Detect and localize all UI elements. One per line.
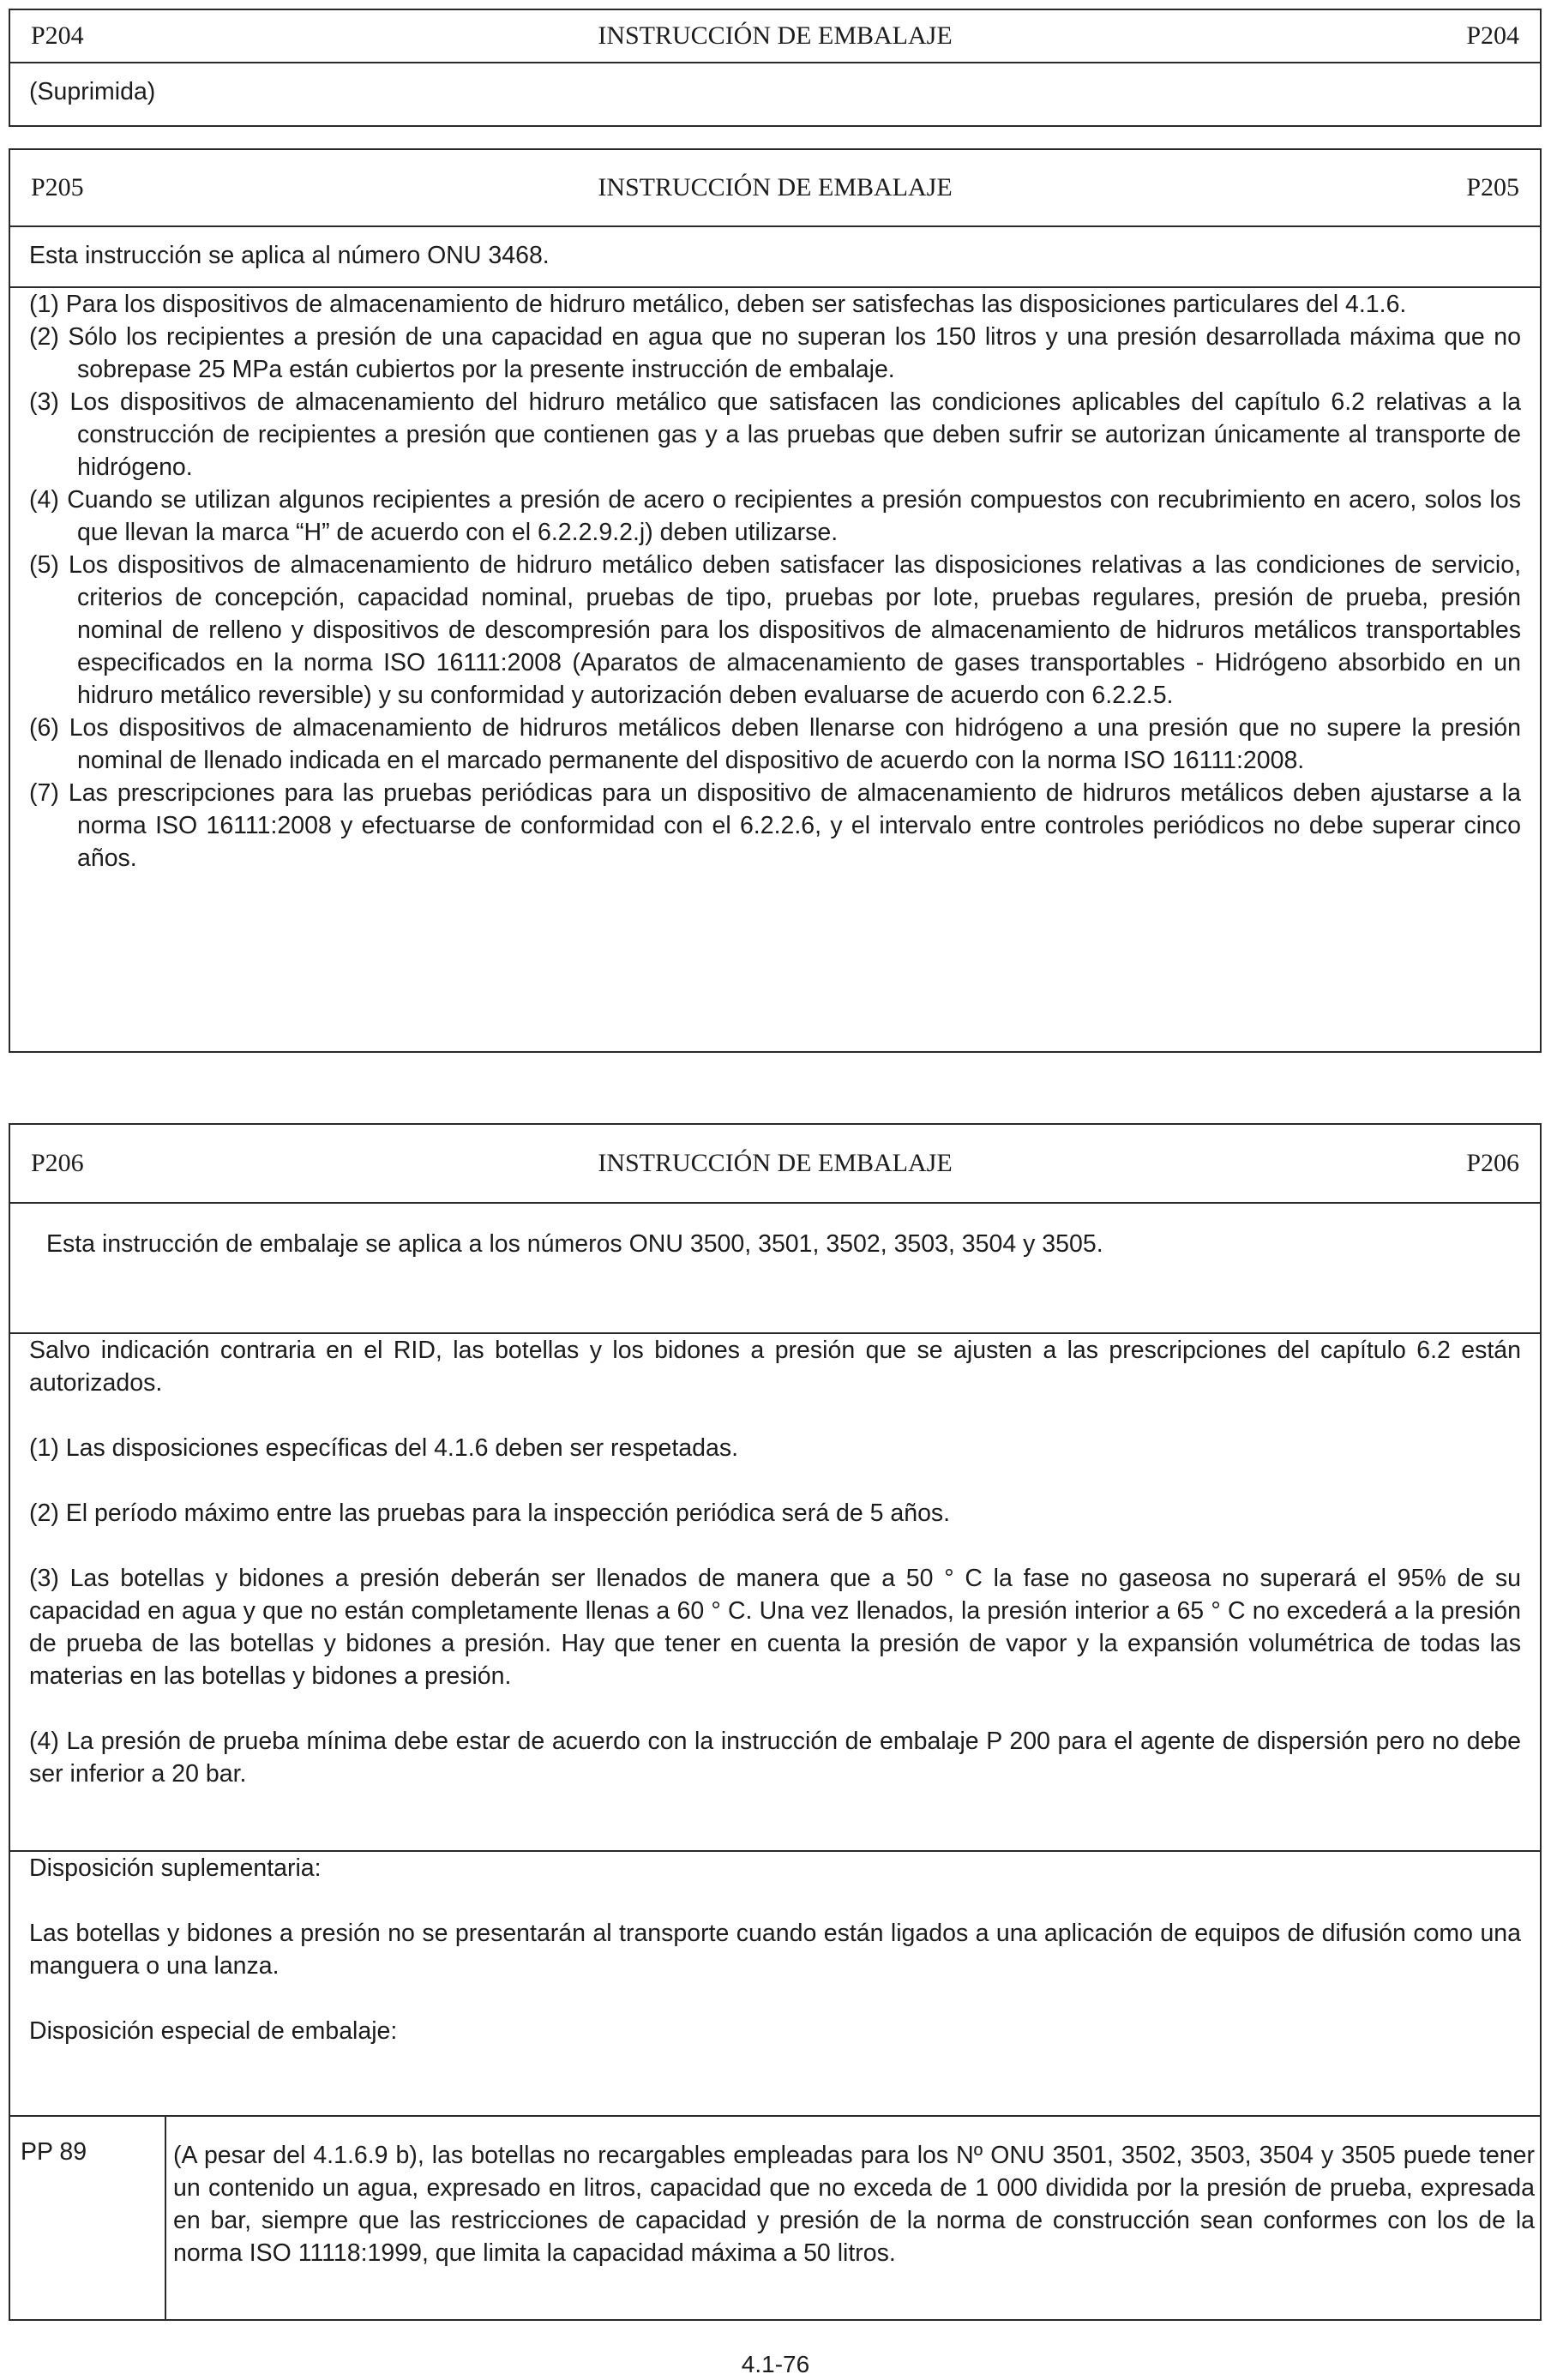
p206-supplementary-label: Disposición suplementaria: bbox=[29, 1854, 322, 1882]
p206-general: Salvo indicación contraria en el RID, las botellas y los bidones a presión que se ajusten a las prescripciones del capítulo 6.2 están autorizados. bbox=[29, 1337, 1521, 1397]
p204-header bbox=[10, 10, 1540, 63]
p206-scope bbox=[10, 1204, 1540, 1334]
p205-provisions bbox=[10, 288, 1540, 1051]
p204-title: INSTRUCCIÓN DE EMBALAJE bbox=[598, 21, 953, 50]
p205-scope bbox=[10, 227, 1540, 288]
p206-item-2: (2) El período máximo entre las pruebas para la inspección periódica será de 5 años. bbox=[29, 1500, 951, 1527]
p205-table bbox=[9, 148, 1542, 1053]
p205-item-7: (7) Las prescripciones para las pruebas periódicas para un dispositivo de almacenamiento de hidruros metálicos deben ajustarse a la norma ISO 16111:2008 y efectuarse de conformidad con el 6.2.2.6, y el intervalo entre controles periódicos no debe superar cinco años. bbox=[29, 779, 1521, 872]
p205-scope-text: Esta instrucción se aplica al número ONU 3468. bbox=[29, 242, 550, 269]
p206-provisions bbox=[10, 1334, 1540, 1852]
p206-item-4: (4) La presión de prueba mínima debe estar de acuerdo con la instrucción de embalaje P 200 para el agente de dispersión pero no debe ser inferior a 20 bar. bbox=[29, 1728, 1521, 1788]
p206-supplementary-text: Las botellas y bidones a presión no se presentarán al transporte cuando están ligados a una aplicación de equipos de difusión como una manguera o una lanza. bbox=[29, 1920, 1521, 1980]
p205-item-2: (2) Sólo los recipientes a presión de una capacidad en agua que no superan los 150 litros y una presión desarrollada máxima que no sobrepase 25 MPa están cubiertos por la presente instrucción de embalaje. bbox=[29, 323, 1521, 383]
p206-item-3: (3) Las botellas y bidones a presión deberán ser llenados de manera que a 50 ° C la fase no gaseosa no superará el 95% de su capacidad en agua y que no están completamente llenas a 60 ° C. Una vez llenados, la presión interior a 65 ° C no excederá a la presión de prueba de las botellas y bidones a presión. Hay que tener en cuenta la presión de vapor y la expansión volumétrica de todas las materias en las botellas y bidones a presión. bbox=[29, 1565, 1521, 1690]
page-number: 4.1-76 bbox=[741, 2351, 810, 2377]
pp89-code: PP 89 bbox=[10, 2117, 166, 2319]
p205-title: INSTRUCCIÓN DE EMBALAJE bbox=[598, 173, 953, 201]
p206-scope-text: Esta instrucción de embalaje se aplica a los números ONU 3500, 3501, 3502, 3503, 3504 y 3505. bbox=[46, 1230, 1103, 1258]
p206-header bbox=[10, 1125, 1540, 1204]
p206-item-1: (1) Las disposiciones específicas del 4.1.6 deben ser respetadas. bbox=[29, 1434, 738, 1462]
p206-title: INSTRUCCIÓN DE EMBALAJE bbox=[598, 1149, 953, 1177]
p206-table bbox=[9, 1123, 1542, 2321]
p205-code-right: P205 bbox=[1466, 173, 1519, 201]
p204-table bbox=[9, 9, 1542, 127]
p205-header bbox=[10, 150, 1540, 227]
p206-pp89-row bbox=[10, 2117, 1540, 2319]
p206-code-right: P206 bbox=[1466, 1149, 1519, 1177]
p204-note bbox=[10, 63, 1540, 125]
p204-code-right: P204 bbox=[1466, 21, 1519, 50]
p205-item-5: (5) Los dispositivos de almacenamiento de hidruro metálico deben satisfacer las disposiciones relativas a las condiciones de servicio, criterios de concepción, capacidad nominal, pruebas de tipo, pruebas por lote, pruebas regulares, presión de prueba, presión nominal de relleno y dispositivos de descompresión para los dispositivos de almacenamiento de hidruros metálicos transportables especificados en la norma ISO 16111:2008 (Aparatos de almacenamiento de gases transportables - Hidrógeno absorbido en un hidruro metálico reversible) y su conformidad y autorización deben evaluarse de acuerdo con 6.2.2.5. bbox=[29, 551, 1521, 709]
p205-item-6: (6) Los dispositivos de almacenamiento de hidruros metálicos deben llenarse con hidrógeno a una presión que no supere la presión nominal de llenado indicada en el marcado permanente del dispositivo de acuerdo con la norma ISO 16111:2008. bbox=[29, 714, 1521, 774]
p205-item-4: (4) Cuando se utilizan algunos recipientes a presión de acero o recipientes a presión compuestos con recubrimiento en acero, solos los que llevan la marca “H” de acuerdo con el 6.2.2.9.2.j) deben utilizarse. bbox=[29, 486, 1521, 546]
p205-item-1: (1) Para los dispositivos de almacenamiento de hidruro metálico, deben ser satisfechas las disposiciones particulares del 4.1.6. bbox=[29, 291, 1407, 318]
p204-code-left: P204 bbox=[31, 21, 84, 50]
p204-suprimida: (Suprimida) bbox=[29, 78, 156, 105]
p206-special-label: Disposición especial de embalaje: bbox=[29, 2017, 398, 2045]
p205-code-left: P205 bbox=[31, 173, 84, 201]
pp89-text: (A pesar del 4.1.6.9 b), las botellas no recargables empleadas para los Nº ONU 3501, 3502, 3503, 3504 y 3505 puede tener un contenido un agua, expresado en litros, capacidad que no exceda de 1 000 dividida por la presión de prueba, expresada en bar, siempre que las restricciones de capacidad y presión de la norma de construcción sean conformes con los de la norma ISO 11118:1999, que limita la capacidad máxima a 50 litros. bbox=[173, 2142, 1535, 2267]
p206-supplementary bbox=[10, 1852, 1540, 2117]
p206-code-left: P206 bbox=[31, 1149, 84, 1177]
p205-item-3: (3) Los dispositivos de almacenamiento del hidruro metálico que satisfacen las condiciones aplicables del capítulo 6.2 relativas a la construcción de recipientes a presión que contienen gas y a las pruebas que deben sufrir se autorizan únicamente al transporte de hidrógeno. bbox=[29, 388, 1521, 481]
